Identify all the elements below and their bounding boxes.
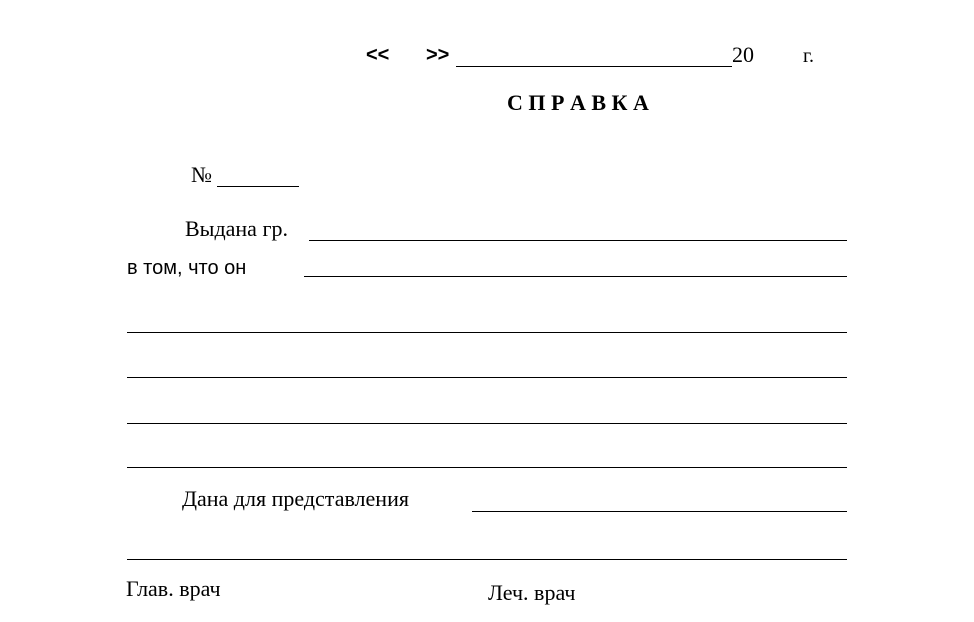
blank-line-3[interactable]	[127, 423, 847, 424]
number-field-line[interactable]	[217, 186, 299, 187]
number-label: №	[191, 162, 212, 187]
presented-field-line[interactable]	[472, 511, 847, 512]
year-prefix: 20	[732, 42, 754, 67]
issued-label: Выдана гр.	[185, 216, 288, 241]
chief-doctor-label: Глав. врач	[126, 576, 221, 601]
presented-label: Дана для представления	[182, 486, 409, 511]
that-label: в том, что он	[127, 257, 247, 279]
blank-line-2[interactable]	[127, 377, 847, 378]
issued-field-line[interactable]	[309, 240, 847, 241]
quote-open: <<	[366, 44, 390, 66]
date-field-line[interactable]	[456, 66, 732, 67]
blank-line-1[interactable]	[127, 332, 847, 333]
blank-line-4[interactable]	[127, 467, 847, 468]
quote-close: >>	[426, 44, 450, 66]
blank-line-5[interactable]	[127, 559, 847, 560]
attending-doctor-label: Леч. врач	[488, 580, 576, 605]
year-suffix: г.	[803, 45, 814, 67]
document-title: С П Р А В К А	[507, 90, 649, 115]
that-field-line[interactable]	[304, 276, 847, 277]
